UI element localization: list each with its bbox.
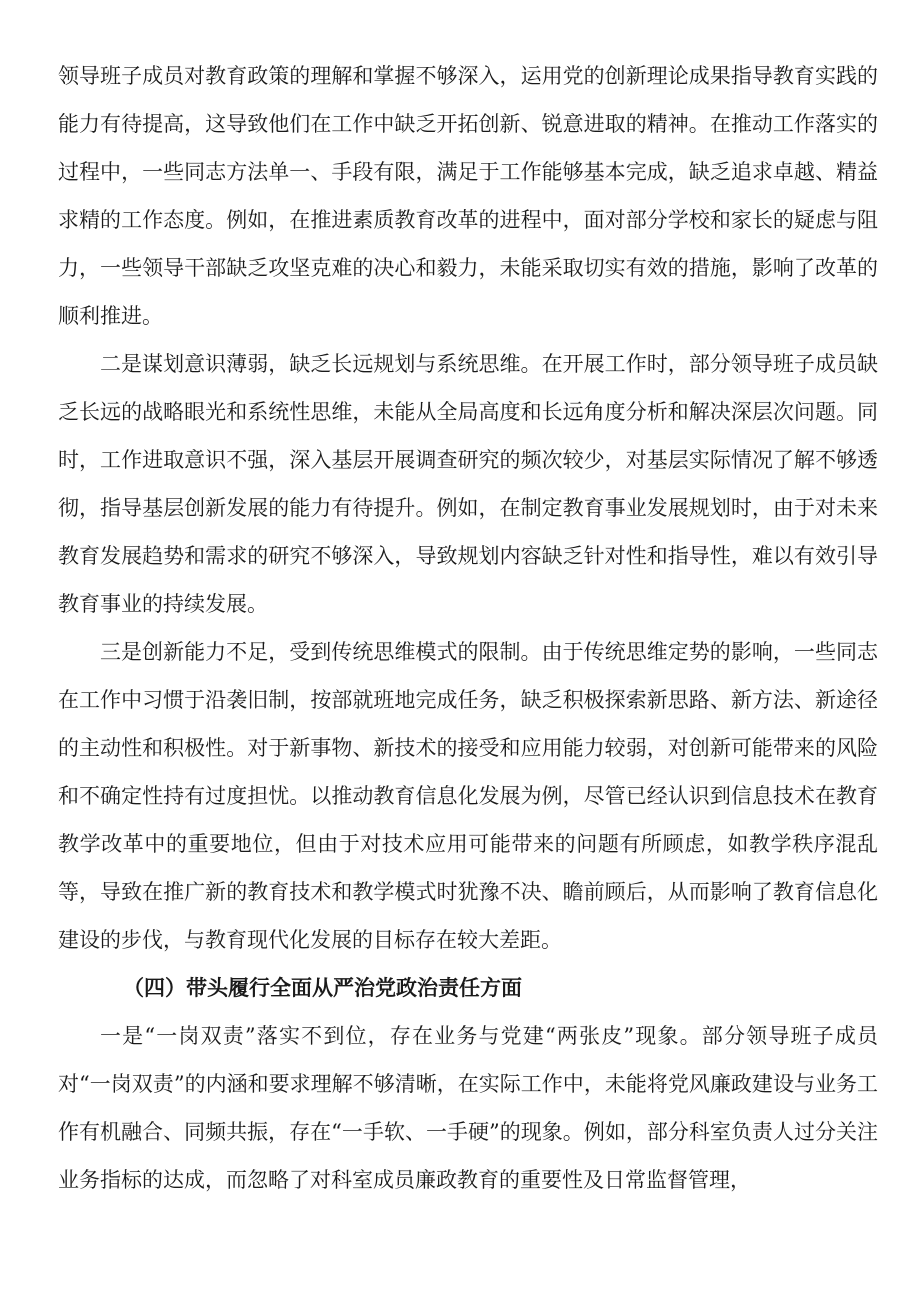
paragraph-innovation-ability: 三是创新能力不足，受到传统思维模式的限制。由于传统思维定势的影响，一些同志在工作中习惯于沿袭旧制，按部就班地完成任务，缺乏积极探索新思路、新方法、新途径的主动性和积极性。对于新事物、新技术的接受和应用能力较弱，对创新可能带来的风险和不确定性持有过度担忧。以推动教育信息化发展为例，尽管已经认识到信息技术在教育教学改革中的重要地位，但由于对技术应用可能带来的问题有所顾虑，如教学秩序混乱等，导致在推广新的教育技术和教学模式时犹豫不决、瞻前顾后，从而影响了教育信息化建设的步伐，与教育现代化发展的目标存在较大差距。 (58, 640, 878, 952)
document-page (58, 52, 878, 1204)
paragraph-planning-awareness: 二是谋划意识薄弱，缺乏长远规划与系统思维。在开展工作时，部分领导班子成员缺乏长远的战略眼光和系统性思维，未能从全局高度和长远角度分析和解决深层次问题。同时，工作进取意识不强，深入基层开展调查研究的频次较少，对基层实际情况了解不够透彻，指导基层创新发展的能力有待提升。例如，在制定教育事业发展规划时，由于对未来教育发展趋势和需求的研究不够深入，导致规划内容缺乏针对性和指导性，难以有效引导教育事业的持续发展。 (58, 352, 878, 616)
paragraph-dual-responsibility: 一是“一岗双责”落实不到位，存在业务与党建“两张皮”现象。部分领导班子成员对“一岗双责”的内涵和要求理解不够清晰，在实际工作中，未能将党风廉政建设与业务工作有机融合、同频共振，存在“一手软、一手硬”的现象。例如，部分科室负责人过分关注业务指标的达成，而忽略了对科室成员廉政教育的重要性及日常监督管理， (58, 1024, 878, 1192)
paragraph-continuation: 领导班子成员对教育政策的理解和掌握不够深入，运用党的创新理论成果指导教育实践的能力有待提高，这导致他们在工作中缺乏开拓创新、锐意进取的精神。在推动工作落实的过程中，一些同志方法单一、手段有限，满足于工作能够基本完成，缺乏追求卓越、精益求精的工作态度。例如，在推进素质教育改革的进程中，面对部分学校和家长的疑虑与阻力，一些领导干部缺乏攻坚克难的决心和毅力，未能采取切实有效的措施，影响了改革的顺利推进。 (58, 64, 878, 328)
section-heading: （四）带头履行全面从严治党政治责任方面 (123, 975, 522, 1000)
